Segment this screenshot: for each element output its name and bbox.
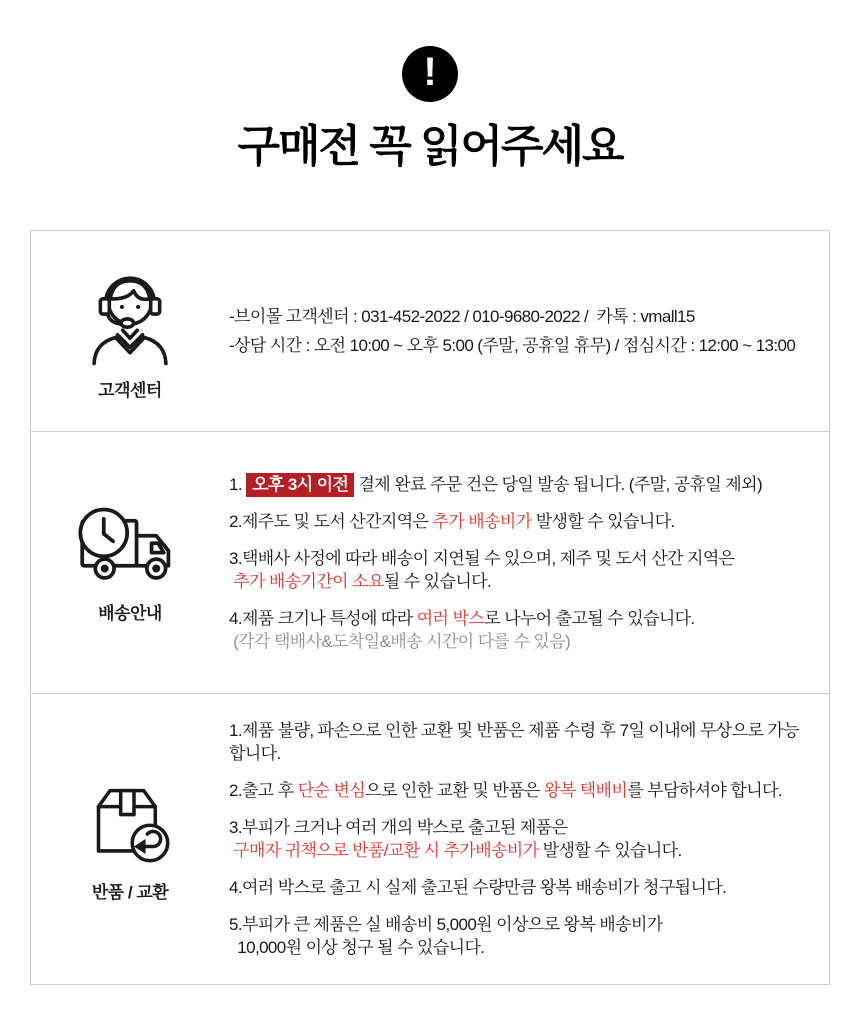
- notice-line: [229, 473, 805, 496]
- notice-item: [229, 473, 805, 496]
- notice-line: [229, 913, 805, 936]
- text-segment: 발생할 수 있습니다.: [538, 841, 682, 860]
- exclamation-glyph: !: [423, 50, 437, 94]
- shipping-info-section: [30, 432, 830, 694]
- customer-center-icon-column: [31, 262, 229, 401]
- text-segment: -브이몰 고객센터 : 031-452-2022 / 010-9680-2022 / 카톡 : vmall15: [229, 307, 695, 326]
- section-items: [229, 451, 829, 675]
- notice-boxes: [30, 230, 830, 985]
- section-items: [229, 697, 829, 981]
- text-segment: 추가 배송기간이 소요: [233, 571, 384, 591]
- text-segment: 1.: [229, 474, 247, 494]
- customer-center-section: [30, 230, 830, 432]
- section-label: 고객센터: [98, 380, 162, 400]
- exclamation-icon: [402, 46, 458, 102]
- page-title: 구매전 꼭 읽어주세요: [237, 122, 623, 171]
- text-segment: 4.제품 크기나 특성에 따라: [229, 608, 417, 628]
- notice-line: [229, 876, 805, 899]
- text-segment: 단순 변심: [297, 781, 366, 800]
- text-segment: 왕복 택배비: [543, 781, 628, 800]
- return-box-icon: [79, 776, 181, 870]
- headset-agent-icon: [80, 262, 180, 368]
- text-segment: 10,000원 이상 청구 될 수 있습니다.: [229, 938, 485, 957]
- notice-line: [229, 779, 805, 802]
- notice-item: [229, 331, 805, 360]
- notice-item: [229, 779, 805, 802]
- text-segment: 2.출고 후: [229, 781, 298, 800]
- notice-item: [229, 719, 805, 765]
- text-segment: 으로 인한 교환 및 반품은: [365, 781, 544, 800]
- notice-line: [229, 570, 805, 593]
- text-segment: 1.제품 불량, 파손으로 인한 교환 및 반품은 제품 수령 후 7일 이내에 무상으로 가능합니다.: [229, 721, 800, 763]
- text-segment: 로 나누어 출고될 수 있습니다.: [484, 608, 695, 628]
- notice-line: [229, 331, 805, 360]
- notice-line: [229, 719, 805, 765]
- text-segment: 결제 완료 주문 건은 당일 발송 됩니다. (주말, 공휴일 제외): [354, 474, 763, 494]
- return-icon-column: [31, 776, 229, 903]
- text-segment: (각각 택배사&도착일&배송 시간이 다를 수 있음): [229, 631, 571, 651]
- text-segment: 2.제주도 및 도서 산간지역은: [229, 511, 433, 531]
- text-segment: 3.택배사 사정에 따라 배송이 지연될 수 있으며, 제주 및 도서 산간 지역은: [229, 548, 735, 568]
- notice-header: [0, 0, 860, 174]
- text-segment: 를 부담하셔야 합니다.: [627, 781, 782, 800]
- notice-line: [229, 547, 805, 570]
- text-segment: 4.여러 박스로 출고 시 실제 출고된 수량만큼 왕복 배송비가 청구됩니다.: [229, 878, 727, 897]
- section-label: 배송안내: [98, 603, 162, 623]
- notice-line: [229, 302, 805, 331]
- notice-item: [229, 547, 805, 593]
- notice-line: [229, 607, 805, 630]
- text-segment: 될 수 있습니다.: [383, 571, 492, 591]
- text-segment: 추가 배송비가: [432, 511, 532, 531]
- delivery-truck-clock-icon: [69, 502, 191, 591]
- notice-item: [229, 302, 805, 331]
- section-label: 반품 / 교환: [91, 882, 169, 902]
- notice-item: [229, 876, 805, 899]
- shipping-icon-column: [31, 502, 229, 624]
- highlight-badge: 오후 3시 이전: [246, 473, 354, 497]
- notice-line: [229, 936, 805, 959]
- section-items: [229, 280, 829, 382]
- text-segment: -상담 시간 : 오전 10:00 ~ 오후 5:00 (주말, 공휴일 휴무) / 점심시간 : 12:00 ~ 13:00: [229, 336, 796, 355]
- text-segment: 5.부피가 큰 제품은 실 배송비 5,000원 이상으로 왕복 배송비가: [229, 915, 663, 934]
- notice-item: [229, 607, 805, 653]
- notice-item: [229, 913, 805, 959]
- notice-line: [229, 630, 805, 653]
- text-segment: 3.부피가 크거나 여러 개의 박스로 출고된 제품은: [229, 818, 568, 837]
- text-segment: 여러 박스: [416, 608, 485, 628]
- return-exchange-section: [30, 694, 830, 985]
- notice-line: [229, 816, 805, 839]
- notice-item: [229, 510, 805, 533]
- notice-item: [229, 816, 805, 862]
- text-segment: 발생할 수 있습니다.: [531, 511, 675, 531]
- notice-line: [229, 510, 805, 533]
- notice-line: [229, 839, 805, 862]
- text-segment: 구매자 귀책으로 반품/교환 시 추가배송비가: [233, 841, 539, 860]
